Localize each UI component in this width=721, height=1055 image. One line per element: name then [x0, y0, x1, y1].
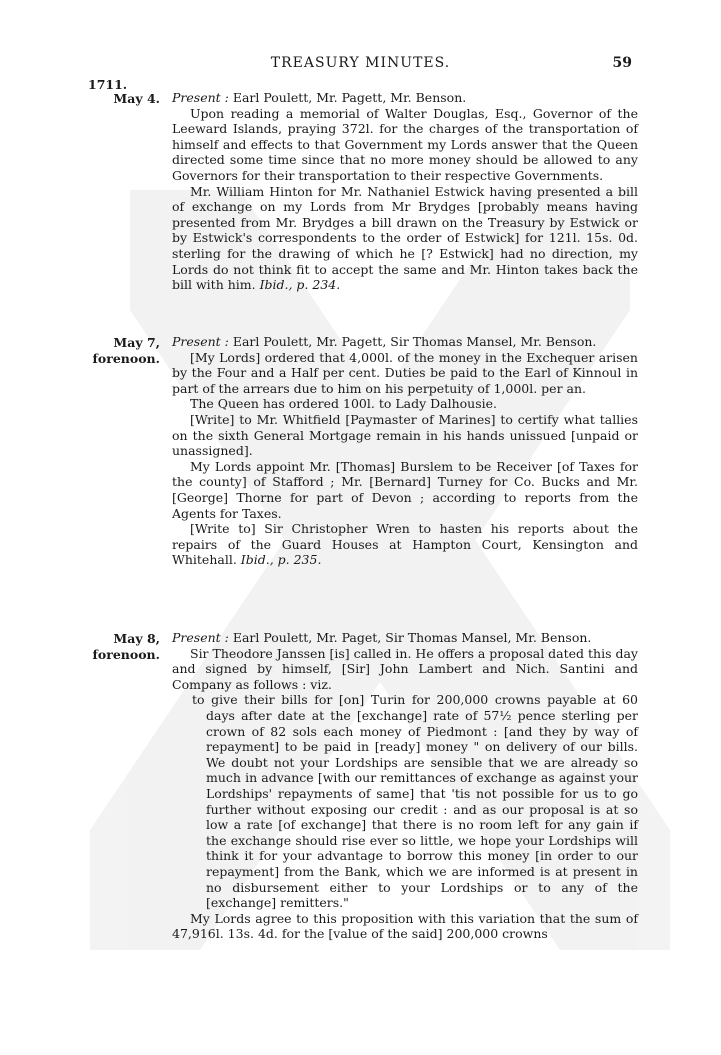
entry-text — [172, 90, 638, 293]
paragraph: [Write] to Mr. Whitfield [Paymaster of Marines] to certify what tallies on the sixth General Mortgage remain in his hands unissued [unpaid or unassigned]. — [172, 411, 638, 459]
page-title: TREASURY MINUTES. — [270, 55, 451, 71]
entry-date: May 7, forenoon. — [92, 335, 160, 366]
paragraph: [My Lords] ordered that 4,000l. of the money in the Exchequer arisen by the Four and a Half per cent. Duties be paid to the Earl of Kinnoul in part of the arrears due to him on his perpetuity of 1,000l. per an. — [172, 349, 638, 396]
paragraph: My Lords agree to this proposition with this variation that the sum of 47,916l. 13s. 4d. for the [value of the said] 200,000 crowns — [172, 910, 638, 942]
paragraph: [Write to] Sir Christopher Wren to hasten his reports about the repairs of the Guard Houses at Hampton Court, Kensington and Whitehall. Ibid., p. 235. — [172, 521, 638, 568]
entry-date: May 8, forenoon. — [92, 631, 160, 662]
citation: Ibid., p. 234. — [259, 277, 341, 293]
paragraph: Upon reading a memorial of Walter Douglas, Esq., Governor of the Leeward Islands, praying 372l. for the charges of the transportation of himself and effects to that Government my Lords answer that the Queen directed some time since that no more money should be allowed to any Governors for their transportation to their respective Governments. — [172, 105, 638, 183]
paragraph: Mr. William Hinton for Mr. Nathaniel Estwick having presented a bill of exchange on my Lords from Mr Brydges [probably means having presented from Mr. Brydges a bill drawn on the Treasury by Estwick or by Estwick's correspondents to the order of Estwick] for 121l. 15s. 0d. sterling for the drawing of which he [? Estwick] had no direction, my Lords do not think fit to accept the same and Mr. Hinton takes back the bill with him. Ibid., p. 234. — [172, 183, 638, 293]
entry-text — [172, 334, 638, 568]
entry-text — [172, 630, 638, 942]
citation: Ibid., p. 235. — [240, 552, 322, 568]
present-line: Present : Earl Poulett, Mr. Paget, Sir Thomas Mansel, Mr. Benson. — [172, 630, 592, 645]
block-quote: to give their bills for [on] Turin for 200,000 crowns payable at 60 days after date at the [exchange] rate of 57½ pence sterling per crown of 82 sols each money of Piedmont : [and they by way of repayment] to be paid in [ready] money " on delivery of our bills. We doubt not your Lordships are sensible that we are already so much in advance [with our remittances of exchange as against your Lordships' repayments of same] that 'tis not possible for us to go further without exposing our credit : and as our proposal is at so low a rate [of exchange] that there is no room left for any gain if the exchange should rise ever so little, we hope your Lordships will think it for your advantage to borrow this money [in order to our repayment] from the Bank, which we are informed is at present in no disbursement either to your Lordships or to any of the [exchange] remitters." — [192, 692, 638, 911]
page-number: 59 — [612, 55, 632, 71]
paragraph: The Queen has ordered 100l. to Lady Dalhousie. — [190, 396, 498, 412]
present-line: Present : Earl Poulett, Mr. Pagett, Sir Thomas Mansel, Mr. Benson. — [172, 334, 597, 349]
entry-date: May 4. — [113, 91, 160, 106]
paragraph: My Lords appoint Mr. [Thomas] Burslem to be Receiver [of Taxes for the county] of Stafford ; Mr. [Bernard] Turney for Co. Bucks and Mr. [George] Thorne for part of Devon ; according to reports from the Agents for Taxes. — [172, 458, 638, 521]
paragraph: Sir Theodore Janssen [is] called in. He offers a proposal dated this day and signed by himself, [Sir] John Lambert and Nich. Santini and Company as follows : viz. — [172, 645, 638, 692]
running-head — [0, 55, 721, 75]
present-line: Present : Earl Poulett, Mr. Pagett, Mr. Benson. — [172, 90, 467, 105]
margin-year: 1711. — [88, 77, 128, 92]
